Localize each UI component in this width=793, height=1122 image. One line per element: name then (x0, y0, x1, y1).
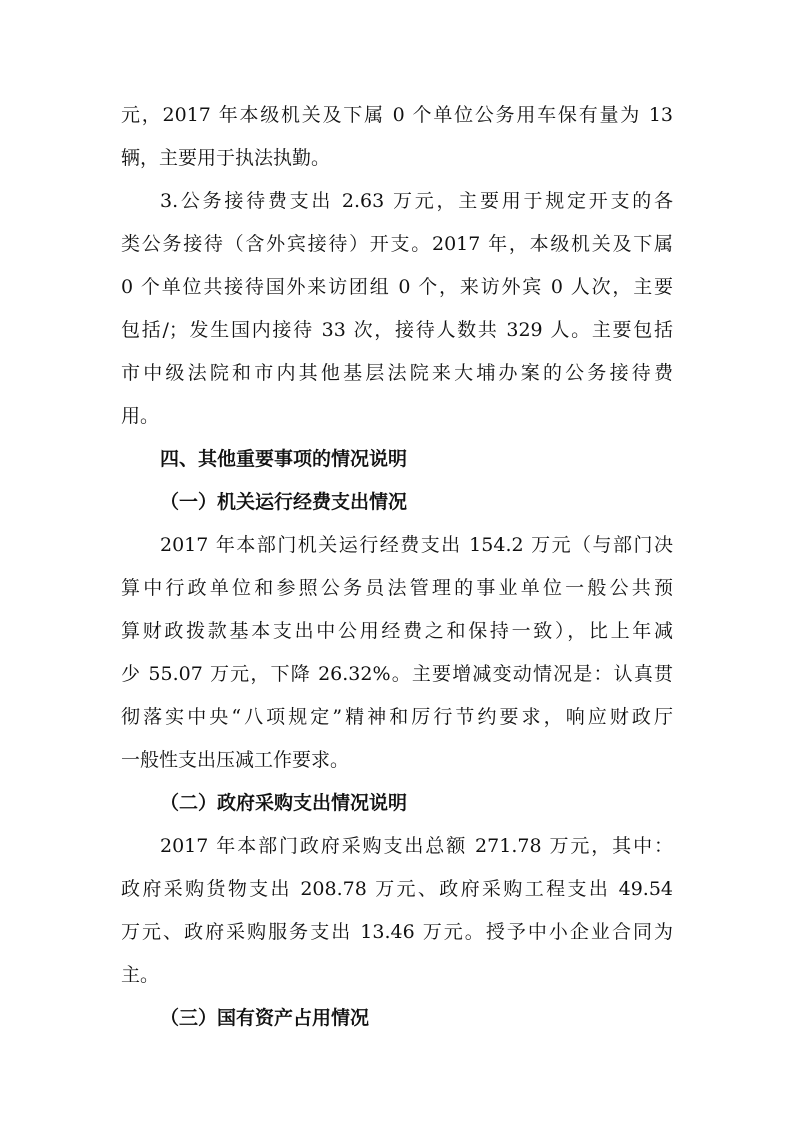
body-text-line: 0 个单位共接待国外来访团组 0 个，来访外宾 0 人次，主要 (121, 276, 673, 298)
body-text-line: 包括/；发生国内接待 33 次，接待人数共 329 人。主要包括 (121, 319, 673, 341)
body-text-line: 少 55.07 万元，下降 26.32%。主要增减变动情况是：认真贯 (121, 663, 673, 685)
body-text-line: 辆，主要用于执法执勤。 (121, 147, 331, 169)
section-heading: 四、其他重要事项的情况说明 (160, 448, 408, 470)
body-text-line: 算财政拨款基本支出中公用经费之和保持一致），比上年减 (121, 620, 673, 642)
body-text-line: 2017 年本部门政府采购支出总额 271.78 万元，其中： (160, 835, 673, 857)
subsection-heading: （二）政府采购支出情况说明 (160, 792, 408, 814)
subsection-heading: （一）机关运行经费支出情况 (160, 491, 408, 513)
body-text-line: 3.公务接待费支出 2.63 万元，主要用于规定开支的各 (160, 190, 673, 212)
body-text-line: 彻落实中央“八项规定”精神和厉行节约要求，响应财政厅 (121, 706, 673, 728)
body-text-line: 类公务接待（含外宾接待）开支。2017 年，本级机关及下属 (121, 233, 673, 255)
body-text-line: 算中行政单位和参照公务员法管理的事业单位一般公共预 (121, 577, 673, 599)
body-text-line: 政府采购货物支出 208.78 万元、政府采购工程支出 49.54 (121, 878, 673, 900)
body-text-line: 一般性支出压减工作要求。 (121, 749, 350, 771)
subsection-heading: （三）国有资产占用情况 (160, 1007, 370, 1029)
body-text-line: 市中级法院和市内其他基层法院来大埔办案的公务接待费 (121, 362, 673, 384)
body-text-line: 万元、政府采购服务支出 13.46 万元。授予中小企业合同为 (121, 921, 673, 943)
body-text-line: 2017 年本部门机关运行经费支出 154.2 万元（与部门决 (160, 534, 673, 556)
body-text-line: 用。 (121, 405, 160, 427)
body-text-line: 元，2017 年本级机关及下属 0 个单位公务用车保有量为 13 (121, 104, 673, 126)
body-text-line: 主。 (121, 964, 160, 986)
